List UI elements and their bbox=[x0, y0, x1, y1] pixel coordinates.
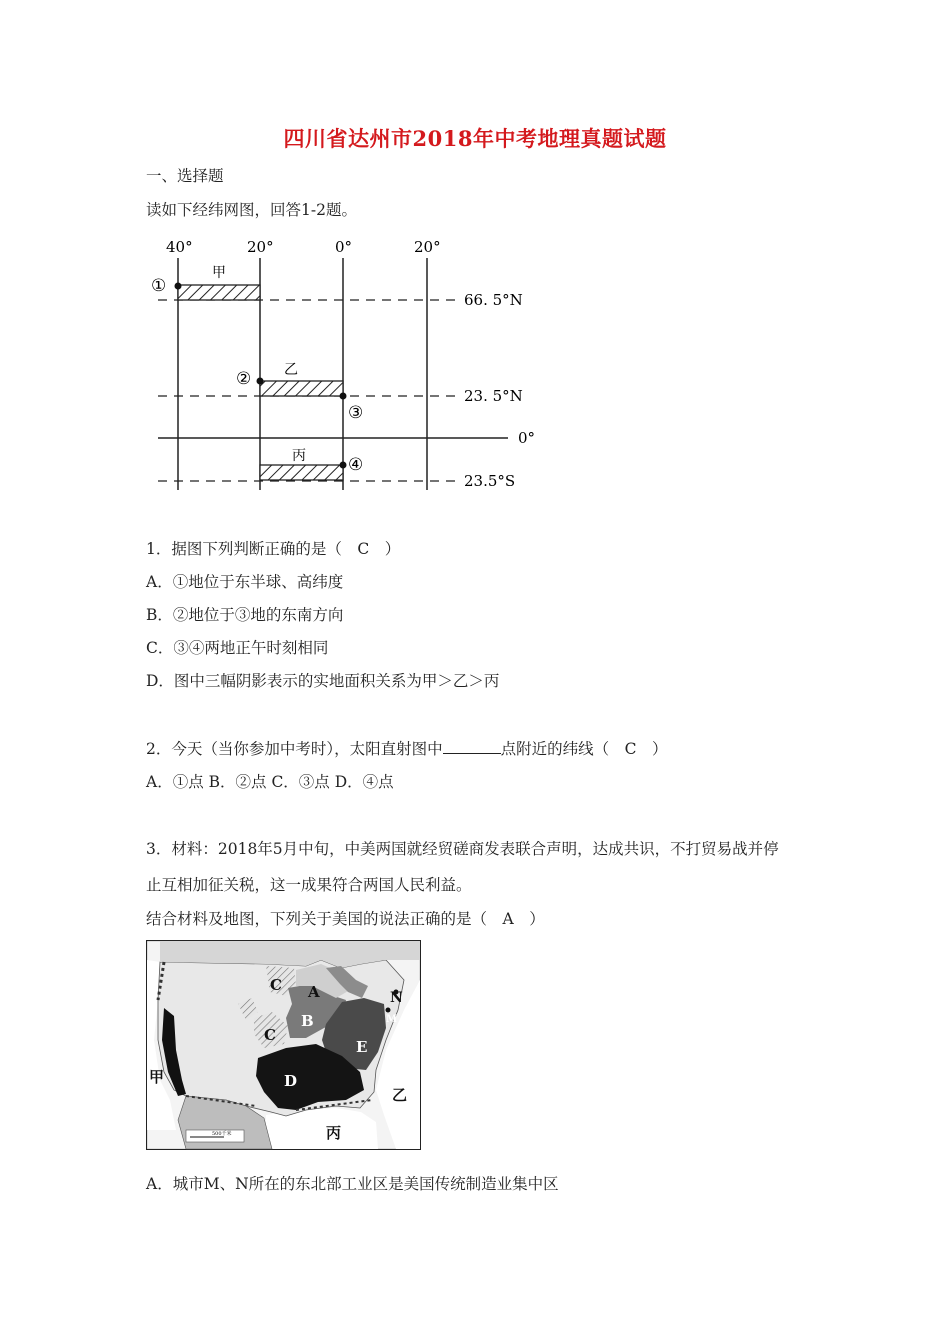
map-label-n: N bbox=[390, 990, 403, 1006]
question-2-stem bbox=[146, 737, 668, 759]
lon-label-20: 20° bbox=[247, 238, 274, 256]
map-label-a: A bbox=[308, 983, 320, 1001]
question-3-material-line-2: 止互相加征关税，这一成果符合两国人民利益。 bbox=[146, 876, 472, 894]
area-label-bing: 丙 bbox=[292, 448, 306, 464]
question-2-stem-after: 点附近的纬线（ C ） bbox=[500, 740, 668, 758]
page-title: 四川省达州市2018年中考地理真题试题 bbox=[283, 126, 667, 151]
point-3-dot bbox=[340, 393, 347, 400]
usa-map bbox=[146, 940, 421, 1150]
map-label-d: D bbox=[284, 1072, 298, 1090]
area-jia bbox=[178, 285, 260, 300]
lon-label-40: 40° bbox=[166, 238, 193, 256]
area-yi bbox=[260, 381, 343, 396]
area-label-jia: 甲 bbox=[212, 265, 226, 281]
question-1-option-c: C．③④两地正午时刻相同 bbox=[146, 639, 329, 657]
city-m-dot bbox=[386, 1008, 391, 1013]
lat-lon-grid-diagram bbox=[146, 228, 546, 498]
map-label-b: B bbox=[301, 1012, 314, 1030]
lat-label-equator: 0° bbox=[518, 429, 536, 447]
point-label-4: ④ bbox=[348, 455, 364, 475]
point-1-dot bbox=[175, 283, 182, 290]
map-label-jia: 甲 bbox=[149, 1068, 165, 1086]
question-3-option-a: A．城市M、N所在的东北部工业区是美国传统制造业集中区 bbox=[146, 1175, 559, 1193]
section-heading: 一、选择题 bbox=[146, 167, 224, 185]
map-label-m: M bbox=[386, 1014, 398, 1025]
point-label-2: ② bbox=[236, 369, 252, 389]
lat-label-23-5n: 23. 5°N bbox=[464, 387, 523, 405]
point-4-dot bbox=[340, 462, 347, 469]
point-label-3: ③ bbox=[348, 403, 364, 423]
question-1-option-a: A．①地位于东半球、高纬度 bbox=[146, 573, 344, 591]
map-label-c-north: C bbox=[270, 976, 282, 994]
area-label-yi: 乙 bbox=[284, 362, 298, 378]
map-label-e: E bbox=[356, 1038, 368, 1056]
lat-label-66-5n: 66. 5°N bbox=[464, 291, 523, 309]
area-bing bbox=[260, 465, 343, 480]
question-2-options: A．①点 B．②点 C．③点 D．④点 bbox=[146, 773, 394, 791]
question-1-option-d: D．图中三幅阴影表示的实地面积关系为甲＞乙＞丙 bbox=[146, 672, 500, 690]
map-label-bing: 丙 bbox=[326, 1124, 342, 1142]
point-2-dot bbox=[257, 378, 264, 385]
scale-bar-label: 500千米 bbox=[212, 1131, 232, 1137]
question-2-stem-before: 2．今天（当你参加中考时），太阳直射图中 bbox=[146, 740, 443, 758]
lat-label-23-5s: 23.5°S bbox=[464, 472, 516, 490]
intro-text: 读如下经纬网图，回答1-2题。 bbox=[146, 201, 357, 219]
question-1-option-b: B．②地位于③地的东南方向 bbox=[146, 606, 344, 624]
lon-label-20-east: 20° bbox=[414, 238, 441, 256]
question-1-stem: 1．据图下列判断正确的是（ C ） bbox=[146, 540, 401, 558]
lon-label-0: 0° bbox=[335, 238, 353, 256]
map-label-yi: 乙 bbox=[392, 1086, 408, 1104]
point-label-1: ① bbox=[151, 276, 167, 296]
map-label-c-south: C bbox=[264, 1026, 276, 1044]
answer-blank bbox=[443, 739, 501, 754]
question-3-material-line-1: 3．材料：2018年5月中旬，中美两国就经贸磋商发表联合声明，达成共识，不打贸易战并停 bbox=[146, 840, 779, 858]
question-3-stem: 结合材料及地图，下列关于美国的说法正确的是（ A ） bbox=[146, 910, 545, 928]
